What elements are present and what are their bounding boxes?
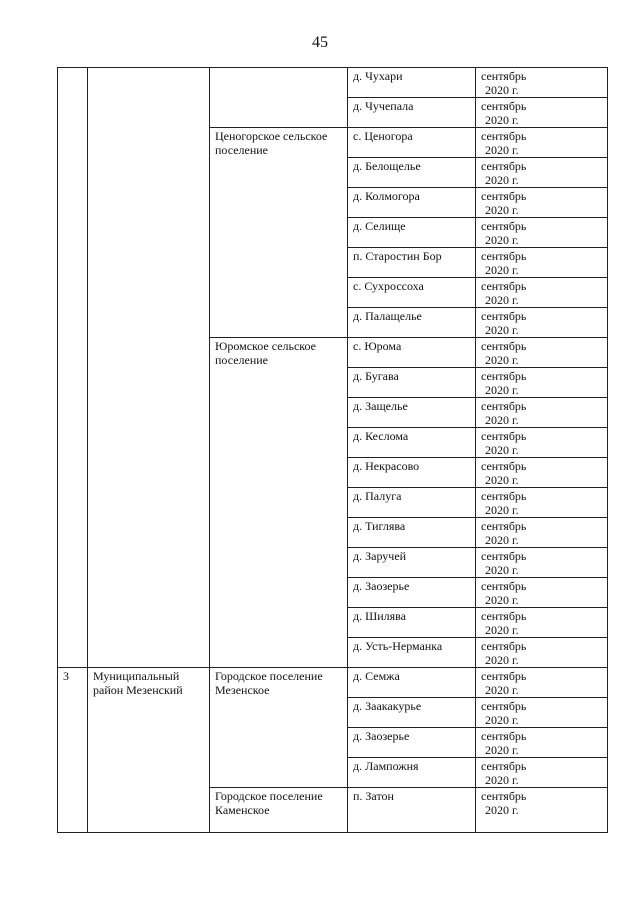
date-cell	[476, 668, 608, 698]
date-cell	[476, 128, 608, 158]
date-month: сентябрь	[481, 789, 527, 803]
date-month: сентябрь	[481, 189, 527, 203]
locality-cell: д. Тиглява	[348, 518, 476, 548]
date-year: 2020 г.	[485, 623, 519, 637]
date-month: сентябрь	[481, 429, 527, 443]
date-year: 2020 г.	[485, 113, 519, 127]
locality-cell: д. Чухари	[348, 68, 476, 98]
date-year: 2020 г.	[485, 503, 519, 517]
date-cell	[476, 278, 608, 308]
date-month: сентябрь	[481, 249, 527, 263]
locality-cell: д. Заакакурье	[348, 698, 476, 728]
locality-cell: д. Усть-Нерманка	[348, 638, 476, 668]
date-year: 2020 г.	[485, 443, 519, 457]
date-month: сентябрь	[481, 639, 527, 653]
date-cell	[476, 728, 608, 758]
date-cell	[476, 158, 608, 188]
page-number: 45	[312, 34, 328, 51]
locality-cell: д. Заозерье	[348, 728, 476, 758]
schedule-table-body	[58, 68, 608, 833]
date-cell	[476, 428, 608, 458]
date-year: 2020 г.	[485, 653, 519, 667]
date-year: 2020 г.	[485, 713, 519, 727]
date-month: сентябрь	[481, 759, 527, 773]
date-year: 2020 г.	[485, 203, 519, 217]
date-month: сентябрь	[481, 459, 527, 473]
locality-cell: д. Белощелье	[348, 158, 476, 188]
locality-cell: д. Семжа	[348, 668, 476, 698]
date-cell	[476, 218, 608, 248]
date-month: сентябрь	[481, 609, 527, 623]
locality-cell: д. Колмогора	[348, 188, 476, 218]
date-year: 2020 г.	[485, 683, 519, 697]
date-cell	[476, 188, 608, 218]
date-cell	[476, 248, 608, 278]
date-year: 2020 г.	[485, 263, 519, 277]
date-month: сентябрь	[481, 489, 527, 503]
date-cell	[476, 308, 608, 338]
date-cell	[476, 518, 608, 548]
date-year: 2020 г.	[485, 83, 519, 97]
date-cell	[476, 488, 608, 518]
date-year: 2020 г.	[485, 353, 519, 367]
date-month: сентябрь	[481, 309, 527, 323]
date-month: сентябрь	[481, 369, 527, 383]
date-month: сентябрь	[481, 729, 527, 743]
date-year: 2020 г.	[485, 173, 519, 187]
locality-cell: д. Заозерье	[348, 578, 476, 608]
district-cell: Муниципальный район Мезенский	[88, 668, 210, 833]
locality-cell: п. Затон	[348, 788, 476, 833]
date-cell	[476, 548, 608, 578]
date-cell	[476, 578, 608, 608]
date-month: сентябрь	[481, 399, 527, 413]
date-cell	[476, 68, 608, 98]
settlement-cell	[210, 68, 348, 128]
date-month: сентябрь	[481, 99, 527, 113]
table-row	[58, 668, 608, 698]
locality-cell: д. Палащелье	[348, 308, 476, 338]
schedule-table	[57, 67, 608, 833]
locality-cell: п. Старостин Бор	[348, 248, 476, 278]
date-year: 2020 г.	[485, 233, 519, 247]
date-cell	[476, 368, 608, 398]
locality-cell: д. Некрасово	[348, 458, 476, 488]
date-cell	[476, 608, 608, 638]
locality-cell: д. Шилява	[348, 608, 476, 638]
date-year: 2020 г.	[485, 383, 519, 397]
date-cell	[476, 338, 608, 368]
date-month: сентябрь	[481, 279, 527, 293]
date-month: сентябрь	[481, 219, 527, 233]
locality-cell: д. Защелье	[348, 398, 476, 428]
date-year: 2020 г.	[485, 773, 519, 787]
settlement-cell: Городское поселение Мезенское	[210, 668, 348, 788]
settlement-cell: Ценогорское сельское поселение	[210, 128, 348, 338]
date-year: 2020 г.	[485, 743, 519, 757]
date-month: сентябрь	[481, 549, 527, 563]
date-month: сентябрь	[481, 129, 527, 143]
locality-cell: д. Палуга	[348, 488, 476, 518]
locality-cell: с. Юрома	[348, 338, 476, 368]
date-cell	[476, 98, 608, 128]
date-cell	[476, 458, 608, 488]
date-year: 2020 г.	[485, 143, 519, 157]
date-month: сентябрь	[481, 339, 527, 353]
table-row	[58, 68, 608, 98]
locality-cell: д. Селище	[348, 218, 476, 248]
date-cell	[476, 788, 608, 833]
locality-cell: с. Сухроссоха	[348, 278, 476, 308]
date-month: сентябрь	[481, 579, 527, 593]
date-cell	[476, 398, 608, 428]
date-year: 2020 г.	[485, 593, 519, 607]
locality-cell: д. Заручей	[348, 548, 476, 578]
date-year: 2020 г.	[485, 803, 519, 817]
date-year: 2020 г.	[485, 323, 519, 337]
date-year: 2020 г.	[485, 533, 519, 547]
date-month: сентябрь	[481, 69, 527, 83]
date-cell	[476, 638, 608, 668]
row-number-cell	[58, 68, 88, 668]
locality-cell: с. Ценогора	[348, 128, 476, 158]
date-month: сентябрь	[481, 669, 527, 683]
row-number-cell: 3	[58, 668, 88, 833]
settlement-cell: Городское поселение Каменское	[210, 788, 348, 833]
locality-cell: д. Чучепала	[348, 98, 476, 128]
locality-cell: д. Кеслома	[348, 428, 476, 458]
date-cell	[476, 758, 608, 788]
date-year: 2020 г.	[485, 563, 519, 577]
date-year: 2020 г.	[485, 293, 519, 307]
date-month: сентябрь	[481, 519, 527, 533]
date-year: 2020 г.	[485, 413, 519, 427]
district-cell	[88, 68, 210, 668]
date-cell	[476, 698, 608, 728]
settlement-cell: Юромское сельское поселение	[210, 338, 348, 668]
locality-cell: д. Лампожня	[348, 758, 476, 788]
locality-cell: д. Бугава	[348, 368, 476, 398]
date-year: 2020 г.	[485, 473, 519, 487]
date-month: сентябрь	[481, 159, 527, 173]
date-month: сентябрь	[481, 699, 527, 713]
